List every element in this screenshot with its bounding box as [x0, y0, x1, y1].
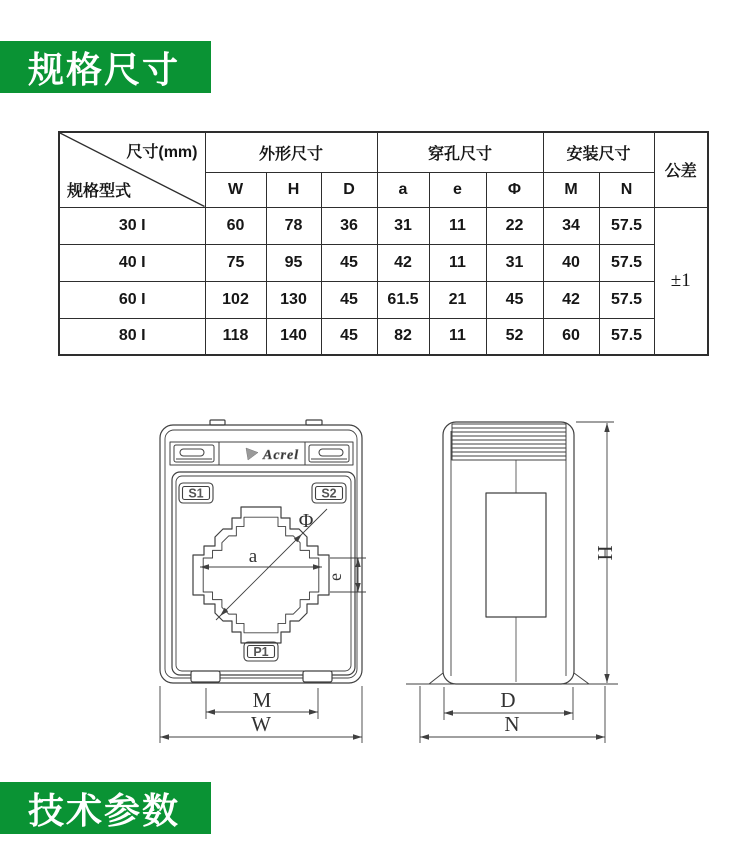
table-row: [59, 318, 708, 355]
spec-cell: 102: [205, 281, 266, 318]
dim-a-label: a: [248, 546, 258, 567]
acrel-arrow-icon: [246, 448, 258, 460]
col-header-W: W: [205, 172, 266, 207]
badge-p1-label: P1: [253, 645, 269, 659]
spec-cell: 45: [321, 281, 377, 318]
dimension-a: [200, 546, 322, 570]
model-cell: 30 I: [59, 207, 205, 244]
terminal-screw-right: [309, 445, 349, 462]
group-header-hole: 穿孔尺寸: [377, 132, 543, 172]
spec-cell: 57.5: [599, 318, 654, 355]
spec-cell: 21: [429, 281, 486, 318]
badge-s1: [179, 483, 213, 503]
spec-cell: 140: [266, 318, 321, 355]
spec-cell: 40: [543, 244, 599, 281]
spec-cell: 61.5: [377, 281, 429, 318]
acrel-logo-text: Acrel: [263, 448, 300, 463]
spec-table-wrapper: [58, 131, 709, 356]
side-core-window: [486, 493, 546, 617]
spec-cell: 95: [266, 244, 321, 281]
spec-cell: 57.5: [599, 281, 654, 318]
dim-h-label: H: [593, 545, 617, 561]
spec-cell: 75: [205, 244, 266, 281]
corner-label-model: 规格型式: [67, 182, 132, 200]
spec-cell: 11: [429, 318, 486, 355]
group-header-outline: 外形尺寸: [205, 132, 377, 172]
dimension-h: [576, 422, 617, 684]
spec-cell: 130: [266, 281, 321, 318]
dimension-spec-table: [58, 131, 709, 356]
terminal-screw-left: [174, 445, 214, 462]
technical-drawing: [0, 405, 750, 785]
spec-cell: 31: [377, 207, 429, 244]
badge-s2-label: S2: [321, 486, 337, 501]
spec-cell: 82: [377, 318, 429, 355]
spec-cell: 118: [205, 318, 266, 355]
col-header-a: a: [377, 172, 429, 207]
spec-cell: 31: [486, 244, 543, 281]
spec-cell: 60: [205, 207, 266, 244]
dim-phi-label: Φ: [298, 510, 314, 532]
table-row: [59, 281, 708, 318]
col-header-phi: Φ: [486, 172, 543, 207]
col-header-H: H: [266, 172, 321, 207]
dim-e-label: e: [325, 573, 345, 581]
spec-cell: 45: [486, 281, 543, 318]
dimension-e: [325, 558, 366, 592]
acrel-logo: [246, 448, 299, 463]
section-title: 规格尺寸: [28, 49, 181, 91]
col-header-N: N: [599, 172, 654, 207]
spec-cell: 36: [321, 207, 377, 244]
terminal-strip: [170, 442, 353, 465]
spec-cell: 52: [486, 318, 543, 355]
dim-n-label: N: [504, 712, 520, 736]
model-cell: 60 I: [59, 281, 205, 318]
table-row: [59, 207, 708, 244]
dim-w-label: W: [251, 712, 271, 736]
spec-cell: 45: [321, 318, 377, 355]
tolerance-value-cell: ±1: [654, 207, 708, 355]
spec-cell: 42: [543, 281, 599, 318]
dim-m-label: M: [252, 688, 272, 712]
mounting-feet: [191, 671, 332, 682]
spec-cell: 11: [429, 207, 486, 244]
group-header-mount: 安装尺寸: [543, 132, 654, 172]
side-hatch-strip: [452, 424, 566, 460]
col-header-e: e: [429, 172, 486, 207]
spec-cell: 11: [429, 244, 486, 281]
corner-label-dimension: 尺寸(mm): [126, 144, 198, 161]
corner-header-cell: [59, 132, 205, 207]
model-cell: 80 I: [59, 318, 205, 355]
col-header-M: M: [543, 172, 599, 207]
dim-d-label: D: [500, 688, 516, 712]
section-title: 技术参数: [28, 790, 181, 832]
dimension-phi: [216, 509, 327, 620]
col-header-D: D: [321, 172, 377, 207]
spec-cell: 78: [266, 207, 321, 244]
badge-s2: [312, 483, 346, 503]
table-row: [59, 244, 708, 281]
side-bottom-flange: [406, 673, 618, 684]
badge-s1-label: S1: [188, 486, 204, 501]
section-banner-specifications: [0, 41, 211, 93]
badge-p1: [244, 642, 278, 661]
tolerance-header: 公差: [654, 132, 708, 207]
spec-cell: 57.5: [599, 207, 654, 244]
spec-cell: 42: [377, 244, 429, 281]
spec-cell: 22: [486, 207, 543, 244]
spec-cell: 45: [321, 244, 377, 281]
spec-cell: 34: [543, 207, 599, 244]
section-banner-tech-params: [0, 782, 211, 834]
model-cell: 40 I: [59, 244, 205, 281]
spec-cell: 60: [543, 318, 599, 355]
spec-cell: 57.5: [599, 244, 654, 281]
